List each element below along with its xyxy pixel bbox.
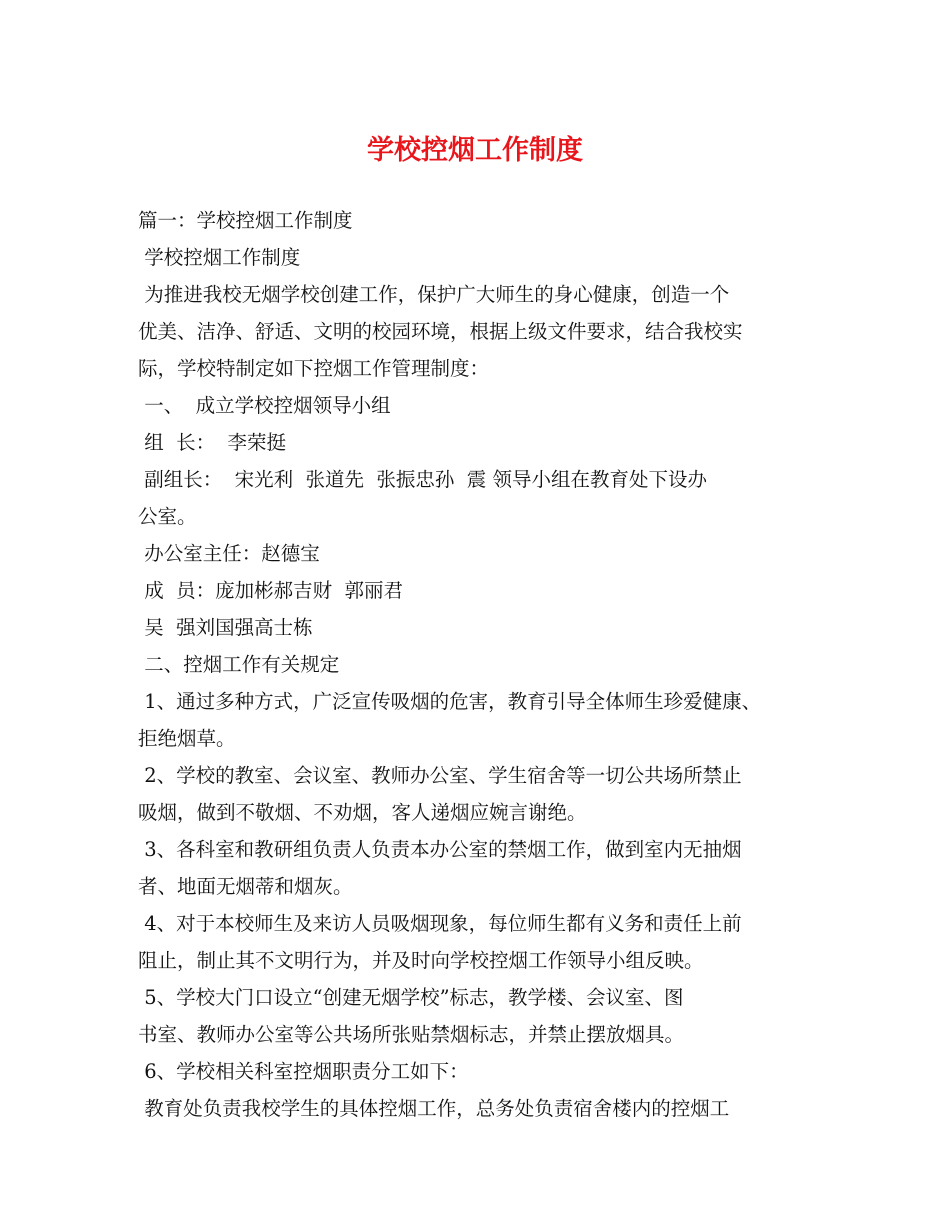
text-line: 教育处负责我校学生的具体控烟工作，总务处负责宿舍楼内的控烟工 — [138, 1097, 730, 1120]
text-line: 3、各科室和教研组负责人负责本办公室的禁烟工作，做到室内无抽烟 — [138, 838, 742, 861]
text-line: 组 长： 李荣挺 — [138, 431, 286, 454]
text-line: 4、对于本校师生及来访人员吸烟现象，每位师生都有义务和责任上前 — [138, 912, 742, 935]
text-line: 优美、洁净、舒适、文明的校园环境，根据上级文件要求，结合我校实 — [138, 320, 743, 343]
text-line: 2、学校的教室、会议室、教师办公室、学生宿舍等一切公共场所禁止 — [138, 764, 742, 787]
text-line: 学校控烟工作制度 — [138, 246, 301, 269]
text-line: 篇一：学校控烟工作制度 — [138, 209, 353, 232]
text-line: 者、地面无烟蒂和烟灰。 — [138, 875, 353, 898]
text-line: 公室。 — [138, 505, 197, 528]
text-line: 1、通过多种方式，广泛宣传吸烟的危害，教育引导全体师生珍爱健康、 — [138, 690, 762, 713]
text-line: 二、控烟工作有关规定 — [138, 653, 340, 676]
text-line: 一、 成立学校控烟领导小组 — [138, 394, 391, 417]
document-body — [138, 202, 838, 1127]
text-line: 阻止，制止其不文明行为，并及时向学校控烟工作领导小组反映。 — [138, 949, 704, 972]
text-line: 拒绝烟草。 — [138, 727, 236, 750]
text-line: 成 员：庞加彬郝吉财 郭丽君 — [138, 579, 403, 602]
text-line: 为推进我校无烟学校创建工作，保护广大师生的身心健康，创造一个 — [138, 283, 730, 306]
text-line: 吸烟，做到不敬烟、不劝烟，客人递烟应婉言谢绝。 — [138, 801, 587, 824]
text-line: 吴 强刘国强高士栋 — [138, 616, 313, 639]
text-line: 办公室主任：赵德宝 — [138, 542, 320, 565]
text-line: 5、学校大门口设立“创建无烟学校”标志，教学楼、会议室、图 — [138, 986, 684, 1009]
text-line: 6、学校相关科室控烟职责分工如下： — [138, 1060, 469, 1083]
text-line: 际，学校特制定如下控烟工作管理制度： — [138, 357, 490, 380]
document-title: 学校控烟工作制度 — [367, 135, 583, 166]
text-line: 书室、教师办公室等公共场所张贴禁烟标志，并禁止摆放烟具。 — [138, 1023, 685, 1046]
text-line: 副组长： 宋光利 张道先 张振忠孙 震 领导小组在教育处下设办 — [138, 468, 707, 491]
